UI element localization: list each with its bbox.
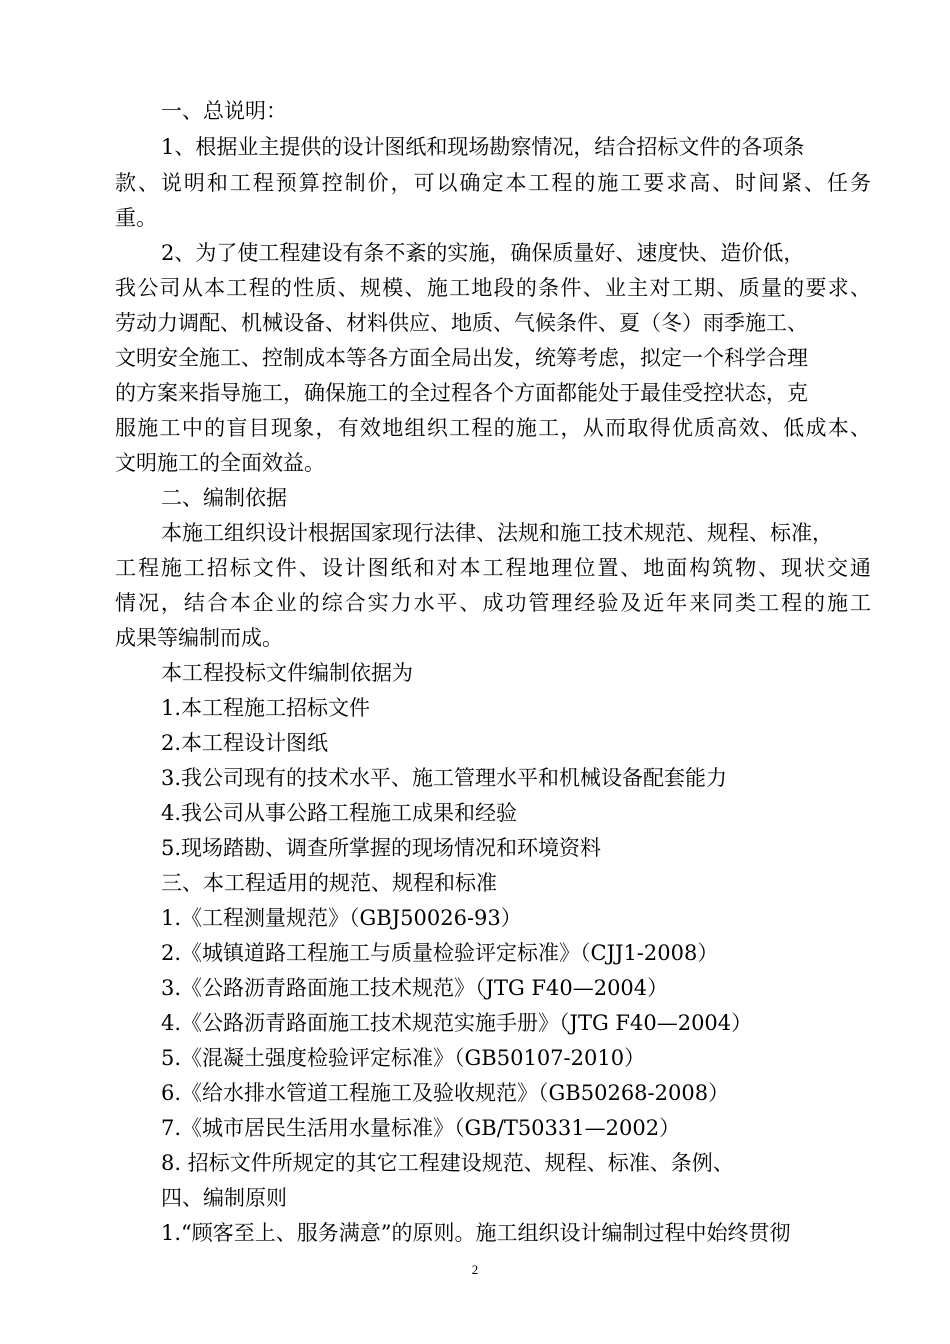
list-item: 1.本工程施工招标文件 bbox=[161, 696, 371, 720]
list-item: 5.现场踏勘、调查所掌握的现场情况和环境资料 bbox=[161, 836, 602, 860]
list-item: 3.《公路沥青路面施工技术规范》（JTG F40—2004） bbox=[161, 976, 669, 1000]
paragraph-line: 我公司从本工程的性质、规模、施工地段的条件、业主对工期、质量的要求、 bbox=[115, 276, 871, 300]
list-item: 5.《混凝土强度检验评定标准》（GB50107-2010） bbox=[161, 1046, 646, 1070]
list-item: 1.《工程测量规范》（GBJ50026-93） bbox=[161, 906, 522, 930]
heading-applicable-standards: 三、本工程适用的规范、规程和标准 bbox=[161, 871, 497, 895]
list-item: 6.《给水排水管道工程施工及验收规范》（GB50268-2008） bbox=[161, 1081, 730, 1105]
heading-compilation-basis: 二、编制依据 bbox=[161, 486, 287, 510]
paragraph-line: 本施工组织设计根据国家现行法律、法规和施工技术规范、规程、标准， bbox=[161, 521, 833, 545]
list-item: 4.我公司从事公路工程施工成果和经验 bbox=[161, 801, 518, 825]
paragraph-line: 服施工中的盲目现象，有效地组织工程的施工，从而取得优质高效、低成本、 bbox=[115, 416, 871, 440]
list-item: 4.《公路沥青路面施工技术规范实施手册》（JTG F40—2004） bbox=[161, 1011, 753, 1035]
paragraph-line: 的方案来指导施工，确保施工的全过程各个方面都能处于最佳受控状态，克 bbox=[115, 381, 808, 405]
list-item: 8. 招标文件所规定的其它工程建设规范、规程、标准、条例、 bbox=[161, 1151, 734, 1175]
paragraph-line: 1、根据业主提供的设计图纸和现场勘察情况，结合招标文件的各项条 bbox=[161, 135, 805, 159]
page-number: 2 bbox=[471, 1262, 479, 1277]
paragraph-line: 2、为了使工程建设有条不紊的实施，确保质量好、速度快、造价低， bbox=[161, 241, 805, 265]
paragraph-line: 文明施工的全面效益。 bbox=[115, 451, 325, 475]
paragraph-line: 文明安全施工、控制成本等各方面全局出发，统筹考虑，拟定一个科学合理 bbox=[115, 346, 808, 370]
paragraph-line: 成果等编制而成。 bbox=[115, 626, 283, 650]
paragraph-line: 工程施工招标文件、设计图纸和对本工程地理位置、地面构筑物、现状交通 bbox=[115, 556, 871, 580]
paragraph-line: 1.“顾客至上、服务满意”的原则。施工组织设计编制过程中始终贯彻 bbox=[161, 1221, 791, 1245]
paragraph-line: 重。 bbox=[115, 206, 157, 230]
heading-general-description: 一、总说明： bbox=[161, 99, 287, 123]
paragraph-line: 劳动力调配、机械设备、材料供应、地质、气候条件、夏（冬）雨季施工、 bbox=[115, 311, 808, 335]
heading-compilation-principles: 四、编制原则 bbox=[161, 1186, 287, 1210]
paragraph-line: 情况，结合本企业的综合实力水平、成功管理经验及近年来同类工程的施工 bbox=[115, 591, 871, 615]
paragraph-line: 款、说明和工程预算控制价，可以确定本工程的施工要求高、时间紧、任务 bbox=[115, 171, 871, 195]
list-item: 3.我公司现有的技术水平、施工管理水平和机械设备配套能力 bbox=[161, 766, 728, 790]
paragraph-line: 本工程投标文件编制依据为 bbox=[161, 661, 413, 685]
list-item: 7.《城市居民生活用水量标准》（GB/T50331—2002） bbox=[161, 1116, 681, 1140]
list-item: 2.本工程设计图纸 bbox=[161, 731, 329, 755]
list-item: 2.《城镇道路工程施工与质量检验评定标准》（CJJ1-2008） bbox=[161, 941, 719, 965]
